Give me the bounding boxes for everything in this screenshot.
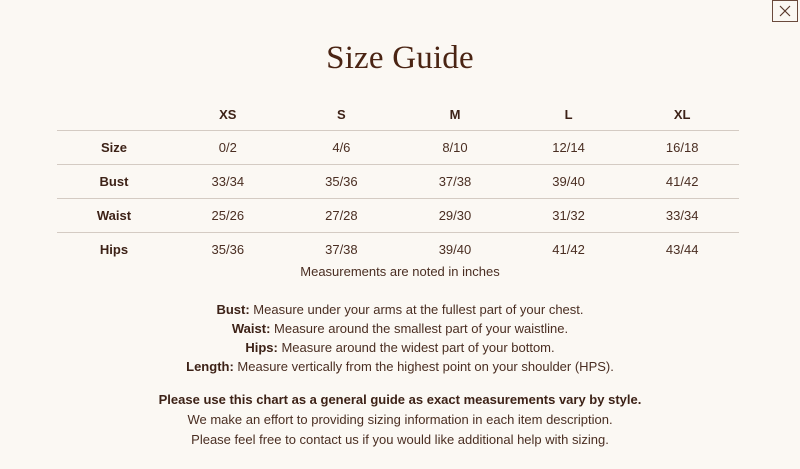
table-row (57, 233, 739, 267)
row-label-hips: Hips (99, 242, 129, 257)
definition-bust (0, 300, 800, 319)
table-cell: 12/14 (552, 140, 585, 155)
definition-text: Measure around the smallest part of your waistline. (270, 321, 569, 336)
guide-footer (0, 390, 800, 450)
table-cell: 31/32 (552, 208, 585, 223)
column-header-xl: XL (673, 106, 691, 122)
table-cell: 39/40 (438, 242, 472, 257)
column-header-m: M (449, 106, 461, 122)
definition-term: Bust: (216, 302, 250, 317)
table-row (57, 165, 739, 199)
table-cell: 8/10 (442, 140, 468, 155)
definition-text: Measure vertically from the highest point on your shoulder (HPS). (233, 359, 614, 374)
row-label-waist: Waist (96, 208, 132, 223)
table-cell: 43/44 (665, 242, 699, 257)
close-icon[interactable] (778, 4, 792, 18)
guide-disclaimer: Please use this chart as a general guide as exact measurements vary by style. (158, 392, 642, 407)
table-cell: 0/2 (218, 140, 237, 155)
size-table (57, 98, 739, 266)
sizing-info-note: We make an effort to providing sizing information in each item description. (187, 412, 613, 427)
table-cell: 29/30 (438, 208, 472, 223)
row-label-bust: Bust (99, 174, 129, 189)
definition-term: Length: (186, 359, 234, 374)
table-row (57, 199, 739, 233)
table-row (57, 131, 739, 165)
close-button[interactable] (772, 0, 798, 22)
definition-term: Hips: (245, 340, 278, 355)
row-label-size: Size (100, 140, 127, 155)
table-cell: 4/6 (332, 140, 351, 155)
header-empty-cell (57, 98, 171, 131)
size-header-row (57, 98, 739, 131)
contact-note: Please feel free to contact us if you would like additional help with sizing. (191, 432, 609, 447)
definition-text: Measure under your arms at the fullest part of your chest. (249, 302, 584, 317)
table-cell: 33/34 (211, 174, 245, 189)
table-cell: 27/28 (325, 208, 358, 223)
table-cell: 25/26 (211, 208, 245, 223)
table-cell: 37/38 (438, 174, 472, 189)
table-cell: 41/42 (665, 174, 699, 189)
column-header-s: S (337, 106, 346, 122)
definition-text: Measure around the widest part of your bottom. (277, 340, 555, 355)
column-header-l: L (564, 106, 573, 122)
definition-term: Waist: (231, 321, 271, 336)
table-cell: 33/34 (665, 208, 699, 223)
page-title: Size Guide (326, 40, 474, 76)
table-cell: 37/38 (325, 242, 358, 257)
table-cell: 41/42 (552, 242, 585, 257)
table-cell: 35/36 (211, 242, 245, 257)
table-cell: 35/36 (325, 174, 358, 189)
measurement-definitions (0, 300, 800, 376)
definition-waist (0, 319, 800, 338)
definition-length (0, 357, 800, 376)
definition-hips (0, 338, 800, 357)
column-header-xs: XS (219, 106, 237, 122)
table-cell: 39/40 (552, 174, 585, 189)
table-cell: 16/18 (665, 140, 699, 155)
units-note: Measurements are noted in inches (300, 264, 500, 279)
